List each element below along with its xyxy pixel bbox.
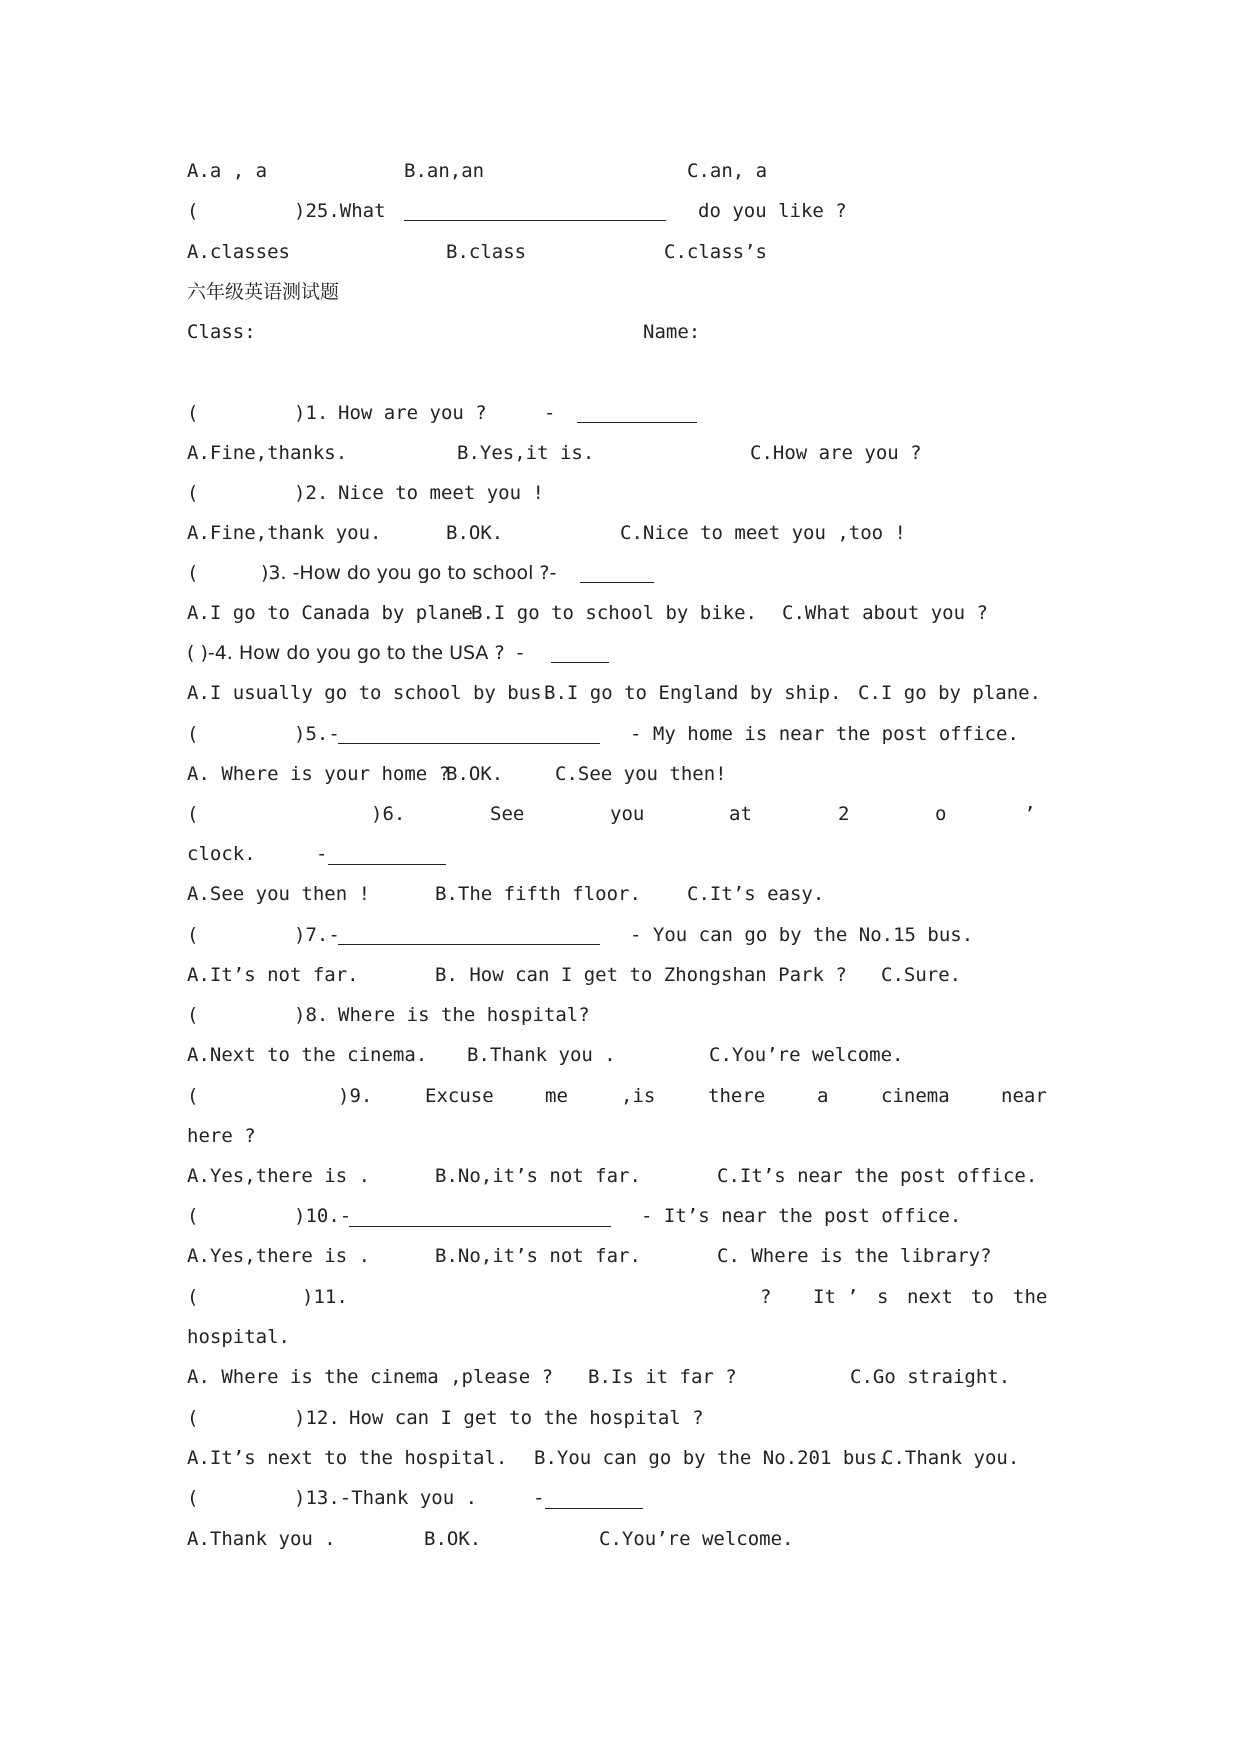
q9-option-a: A.Yes,there is .: [187, 1165, 371, 1187]
q6-word: you: [610, 803, 645, 825]
q25-option-c: C.class’s: [664, 241, 767, 263]
q6-word: at: [729, 803, 752, 825]
q24-option-b: B.an,an: [404, 160, 485, 182]
q11-option-a: A. Where is the cinema ,please ?: [187, 1366, 554, 1388]
q4-option-b: B.I go to England by ship.: [544, 682, 842, 704]
q7-option-c: C.Sure.: [881, 964, 962, 986]
test-title: 六年级英语测试题: [187, 281, 340, 303]
q6-number: )6.: [371, 803, 406, 825]
q12-paren: (: [187, 1407, 199, 1429]
q8-paren: (: [187, 1004, 199, 1026]
q24-option-a: A.a , a: [187, 160, 268, 182]
q7-number: )7.-: [294, 924, 340, 946]
q8-option-b: B.Thank you .: [467, 1044, 616, 1066]
q1-text: How are you ?: [338, 402, 487, 424]
q11-word: next: [907, 1286, 953, 1308]
q2-text: Nice to meet you !: [338, 482, 544, 504]
q7-option-a: A.It’s not far.: [187, 964, 359, 986]
name-label: Name:: [643, 321, 701, 343]
q11-word: the: [1013, 1286, 1048, 1308]
q11-number: )11.: [302, 1286, 348, 1308]
q9-word: Excuse: [425, 1085, 494, 1107]
q6-option-b: B.The fifth floor.: [435, 883, 641, 905]
q10-number: )10.-: [294, 1205, 352, 1227]
q3-text: )3. -How do you go to school ?-: [261, 562, 557, 584]
q6-line2: clock.: [187, 843, 256, 865]
q9-word: ,is: [621, 1085, 656, 1107]
q5-paren: (: [187, 723, 199, 745]
q25-blank: [404, 220, 666, 221]
q3-paren: (: [187, 562, 199, 584]
q3-blank: [580, 582, 654, 583]
q7-text: - You can go by the No.15 bus.: [630, 924, 974, 946]
q1-option-a: A.Fine,thanks.: [187, 442, 348, 464]
q11-word: ?: [760, 1286, 772, 1308]
q1-paren: (: [187, 402, 199, 424]
q5-option-b: B.OK.: [446, 763, 504, 785]
q10-text: - It’s near the post office.: [641, 1205, 962, 1227]
q4-blank: [551, 662, 609, 663]
q4-option-c: C.I go by plane.: [858, 682, 1042, 704]
q11-paren: (: [187, 1286, 199, 1308]
q13-blank: [545, 1508, 643, 1509]
q11-word: It: [813, 1286, 836, 1308]
q9-option-b: B.No,it’s not far.: [435, 1165, 641, 1187]
q13-number: )13.-Thank you .: [294, 1487, 478, 1509]
q2-number: )2.: [294, 482, 329, 504]
q6-blank: [328, 864, 446, 865]
q9-paren: (: [187, 1085, 199, 1107]
q12-option-c: C.Thank you.: [882, 1447, 1020, 1469]
class-label: Class:: [187, 321, 256, 343]
q12-number: )12.: [294, 1407, 340, 1429]
q9-line2: here ?: [187, 1125, 256, 1147]
q10-option-b: B.No,it’s not far.: [435, 1245, 641, 1267]
q1-dash: -: [544, 402, 556, 424]
q11-option-b: B.Is it far ?: [588, 1366, 737, 1388]
q6-word: o: [935, 803, 947, 825]
q8-option-a: A.Next to the cinema.: [187, 1044, 428, 1066]
q7-paren: (: [187, 924, 199, 946]
q5-option-a: A. Where is your home ?: [187, 763, 451, 785]
q11-word: to: [971, 1286, 994, 1308]
q25-option-a: A.classes: [187, 241, 290, 263]
q11-word: ’: [847, 1286, 859, 1308]
q12-text: How can I get to the hospital ?: [349, 1407, 704, 1429]
q11-word: s: [877, 1286, 889, 1308]
q25-number: )25.What: [294, 200, 386, 222]
q2-option-b: B.OK.: [446, 522, 504, 544]
q13-option-b: B.OK.: [424, 1528, 482, 1550]
q1-number: )1.: [294, 402, 329, 424]
q25-option-b: B.class: [446, 241, 527, 263]
q25-text: do you like ?: [698, 200, 847, 222]
q6-paren: (: [187, 803, 199, 825]
q13-paren: (: [187, 1487, 199, 1509]
q9-word: near: [1001, 1085, 1047, 1107]
q8-option-c: C.You’re welcome.: [709, 1044, 904, 1066]
q3-option-a: A.I go to Canada by plane.: [187, 602, 485, 624]
q1-option-b: B.Yes,it is.: [457, 442, 595, 464]
q6-option-a: A.See you then !: [187, 883, 371, 905]
q13-dash: -: [533, 1487, 545, 1509]
q1-option-c: C.How are you ?: [750, 442, 922, 464]
q5-text: - My home is near the post office.: [630, 723, 1019, 745]
q2-paren: (: [187, 482, 199, 504]
q25-paren: (: [187, 200, 199, 222]
q8-text: Where is the hospital?: [338, 1004, 590, 1026]
q8-number: )8.: [294, 1004, 329, 1026]
q4-option-a: A.I usually go to school by bus.: [187, 682, 554, 704]
q9-word: cinema: [881, 1085, 950, 1107]
q13-option-a: A.Thank you .: [187, 1528, 336, 1550]
q11-line2: hospital.: [187, 1326, 290, 1348]
q10-option-c: C. Where is the library?: [717, 1245, 992, 1267]
q9-number: )9.: [338, 1085, 373, 1107]
q11-option-c: C.Go straight.: [850, 1366, 1011, 1388]
q6-word: 2: [838, 803, 850, 825]
q9-word: me: [545, 1085, 568, 1107]
q10-paren: (: [187, 1205, 199, 1227]
q9-word: a: [817, 1085, 829, 1107]
q10-option-a: A.Yes,there is .: [187, 1245, 371, 1267]
q7-option-b: B. How can I get to Zhongshan Park ?: [435, 964, 847, 986]
q6-word: ’: [1024, 803, 1036, 825]
q13-option-c: C.You’re welcome.: [599, 1528, 794, 1550]
q6-word: See: [490, 803, 525, 825]
q24-option-c: C.an, a: [687, 160, 768, 182]
q7-blank: [338, 944, 600, 945]
q12-option-a: A.It’s next to the hospital.: [187, 1447, 508, 1469]
q4-text: ( )-4. How do you go to the USA ? -: [187, 642, 524, 664]
q2-option-c: C.Nice to meet you ,too !: [620, 522, 906, 544]
q9-option-c: C.It’s near the post office.: [717, 1165, 1038, 1187]
q2-option-a: A.Fine,thank you.: [187, 522, 382, 544]
q3-option-b: B.I go to school by bike.: [471, 602, 757, 624]
q6-option-c: C.It’s easy.: [687, 883, 825, 905]
q5-number: )5.-: [294, 723, 340, 745]
q10-blank: [349, 1226, 611, 1227]
q6-dash: -: [316, 843, 328, 865]
q5-blank: [338, 743, 600, 744]
q3-option-c: C.What about you ?: [782, 602, 988, 624]
q5-option-c: C.See you then!: [555, 763, 727, 785]
q12-option-b: B.You can go by the No.201 bus.: [534, 1447, 889, 1469]
q1-blank: [577, 422, 697, 423]
q9-word: there: [708, 1085, 766, 1107]
